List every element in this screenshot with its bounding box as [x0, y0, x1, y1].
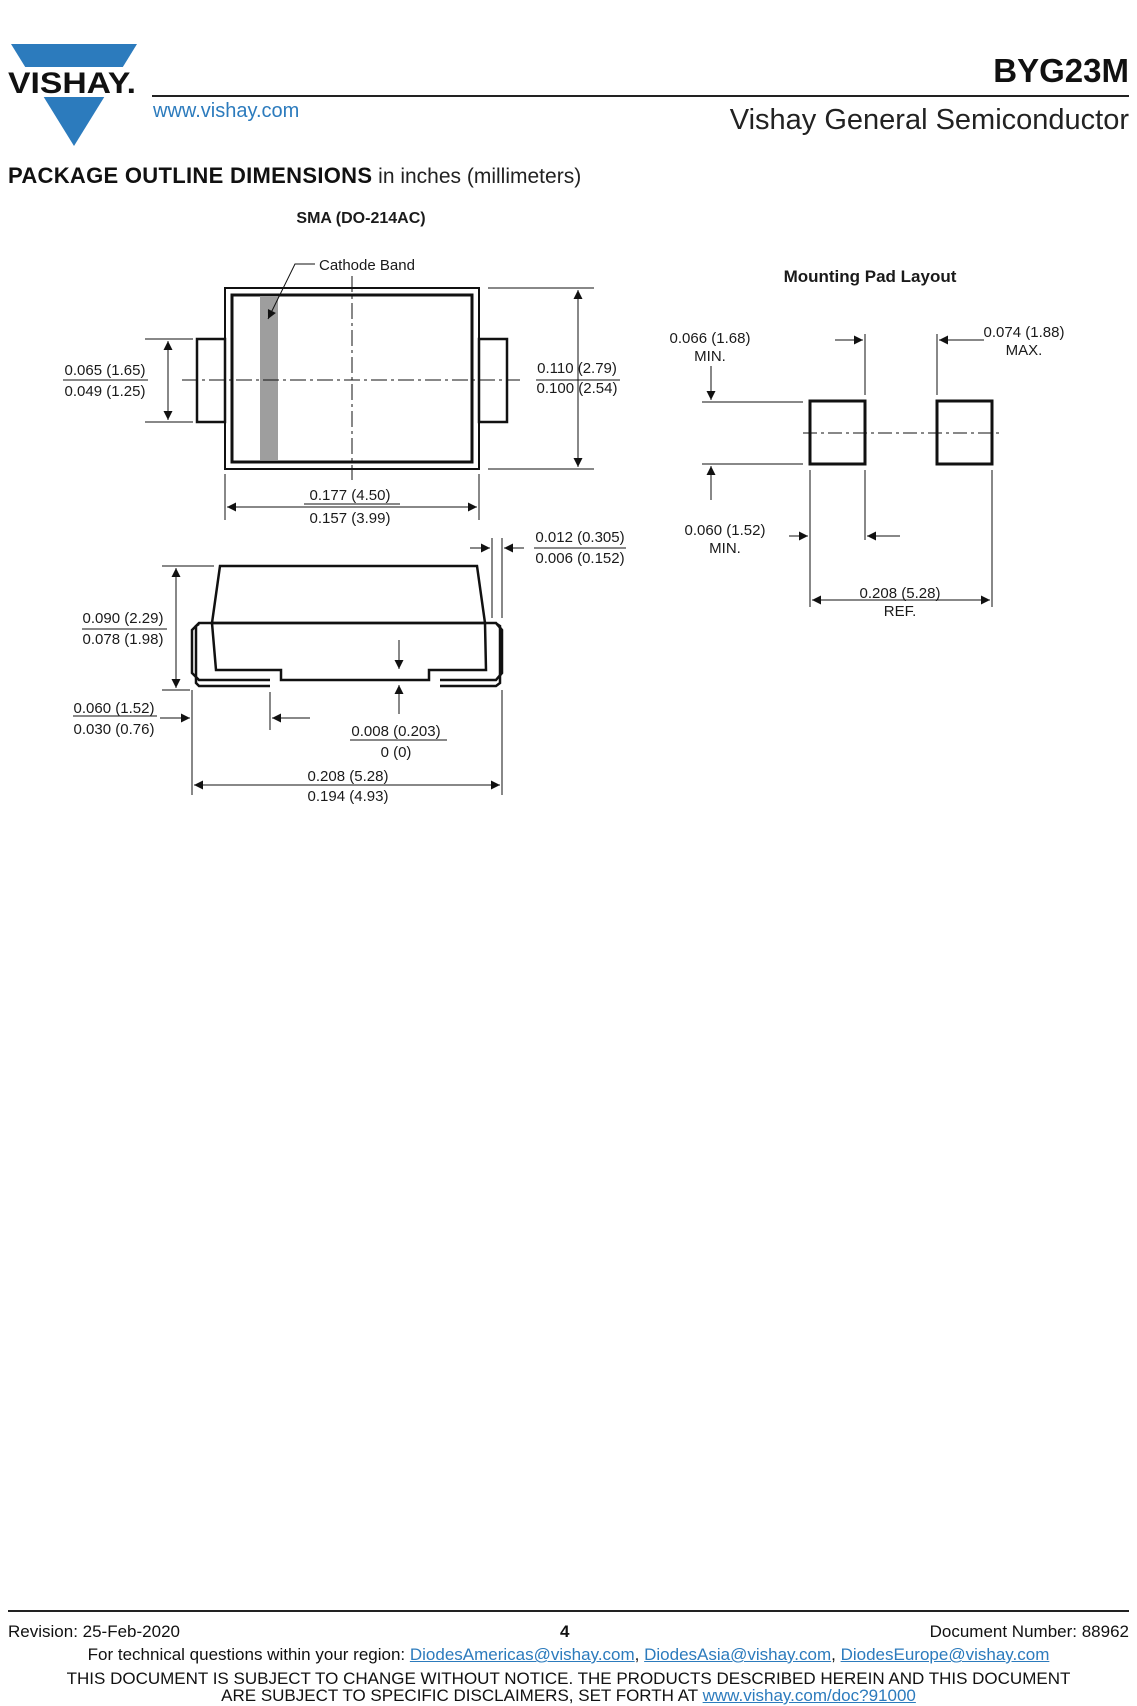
- pad-width-value: 0.060 (1.52): [684, 522, 766, 539]
- package-name: SMA (DO-214AC): [296, 210, 426, 227]
- dim-lead-height-min: 0.049 (1.25): [64, 383, 146, 400]
- page-number: 4: [560, 1622, 570, 1641]
- pad-span-value: 0.208 (5.28): [859, 585, 941, 602]
- site-url[interactable]: www.vishay.com: [153, 100, 300, 122]
- dim-lead-height-max: 0.065 (1.65): [64, 362, 146, 379]
- technical-contact-line: [0, 1645, 1137, 1665]
- dim-lead-thickness-min: 0.006 (0.152): [535, 550, 625, 567]
- dim-height-min: 0.078 (1.98): [82, 631, 164, 648]
- vishay-logo: [8, 42, 140, 148]
- header-rule: [152, 95, 1129, 97]
- dim-total-length-min: 0.194 (4.93): [307, 788, 389, 805]
- section-title-bold: PACKAGE OUTLINE DIMENSIONS: [8, 163, 373, 188]
- pad-gap-note: MAX.: [1005, 342, 1043, 359]
- disclaimer-line-2: [0, 1686, 1137, 1706]
- dim-foot-min: 0.030 (0.76): [73, 721, 155, 738]
- dim-lead-thickness-max: 0.012 (0.305): [535, 529, 625, 546]
- section-title: [8, 163, 581, 189]
- package-drawing: [0, 190, 1137, 830]
- revision-date: Revision: 25-Feb-2020: [8, 1622, 180, 1641]
- part-number: BYG23M: [993, 52, 1129, 89]
- logo-wordmark: VISHAY.: [8, 67, 136, 100]
- dim-standoff-min: 0 (0): [380, 744, 412, 761]
- footer-rule: [8, 1610, 1129, 1612]
- dim-body-height-max: 0.110 (2.79): [537, 360, 617, 377]
- dim-total-length-max: 0.208 (5.28): [307, 768, 389, 785]
- dim-body-width-max: 0.177 (4.50): [309, 487, 391, 504]
- mounting-pad-layout: [702, 334, 999, 607]
- dim-foot-max: 0.060 (1.52): [73, 700, 155, 717]
- top-view: [182, 264, 520, 480]
- dim-height-max: 0.090 (2.29): [82, 610, 164, 627]
- pad-gap-value: 0.074 (1.88): [983, 324, 1065, 341]
- disclaimer-text: ARE SUBJECT TO SPECIFIC DISCLAIMERS, SET FORTH AT: [221, 1686, 703, 1705]
- pad-height-note: MIN.: [694, 348, 726, 365]
- dim-body-width-min: 0.157 (3.99): [309, 510, 391, 527]
- section-title-units: in inches (millimeters): [372, 165, 582, 188]
- cathode-band-label: Cathode Band: [319, 257, 415, 274]
- email-asia-link[interactable]: DiodesAsia@vishay.com: [644, 1645, 832, 1664]
- dim-standoff-max: 0.008 (0.203): [351, 723, 441, 740]
- pad-span-note: REF.: [883, 603, 917, 620]
- pad-width-note: MIN.: [709, 540, 741, 557]
- dim-body-height-min: 0.100 (2.54): [536, 380, 618, 397]
- cathode-band: [260, 296, 278, 460]
- company-name: Vishay General Semiconductor: [729, 104, 1129, 136]
- disclaimer-link[interactable]: www.vishay.com/doc?91000: [702, 1686, 916, 1705]
- contact-prefix: For technical questions within your region:: [87, 1645, 410, 1664]
- document-number: Document Number: 88962: [929, 1622, 1129, 1641]
- contact-separator: ,: [831, 1645, 841, 1664]
- contact-separator: ,: [634, 1645, 645, 1664]
- email-americas-link[interactable]: DiodesAmericas@vishay.com: [409, 1645, 635, 1664]
- side-view: [192, 566, 502, 686]
- pad-height-value: 0.066 (1.68): [669, 330, 751, 347]
- mounting-pad-title: Mounting Pad Layout: [783, 267, 957, 286]
- disclaimer-line-1: THIS DOCUMENT IS SUBJECT TO CHANGE WITHOUT NOTICE. THE PRODUCTS DESCRIBED HEREIN AND THIS DOCUMENT: [66, 1669, 1071, 1688]
- email-europe-link[interactable]: DiodesEurope@vishay.com: [840, 1645, 1050, 1664]
